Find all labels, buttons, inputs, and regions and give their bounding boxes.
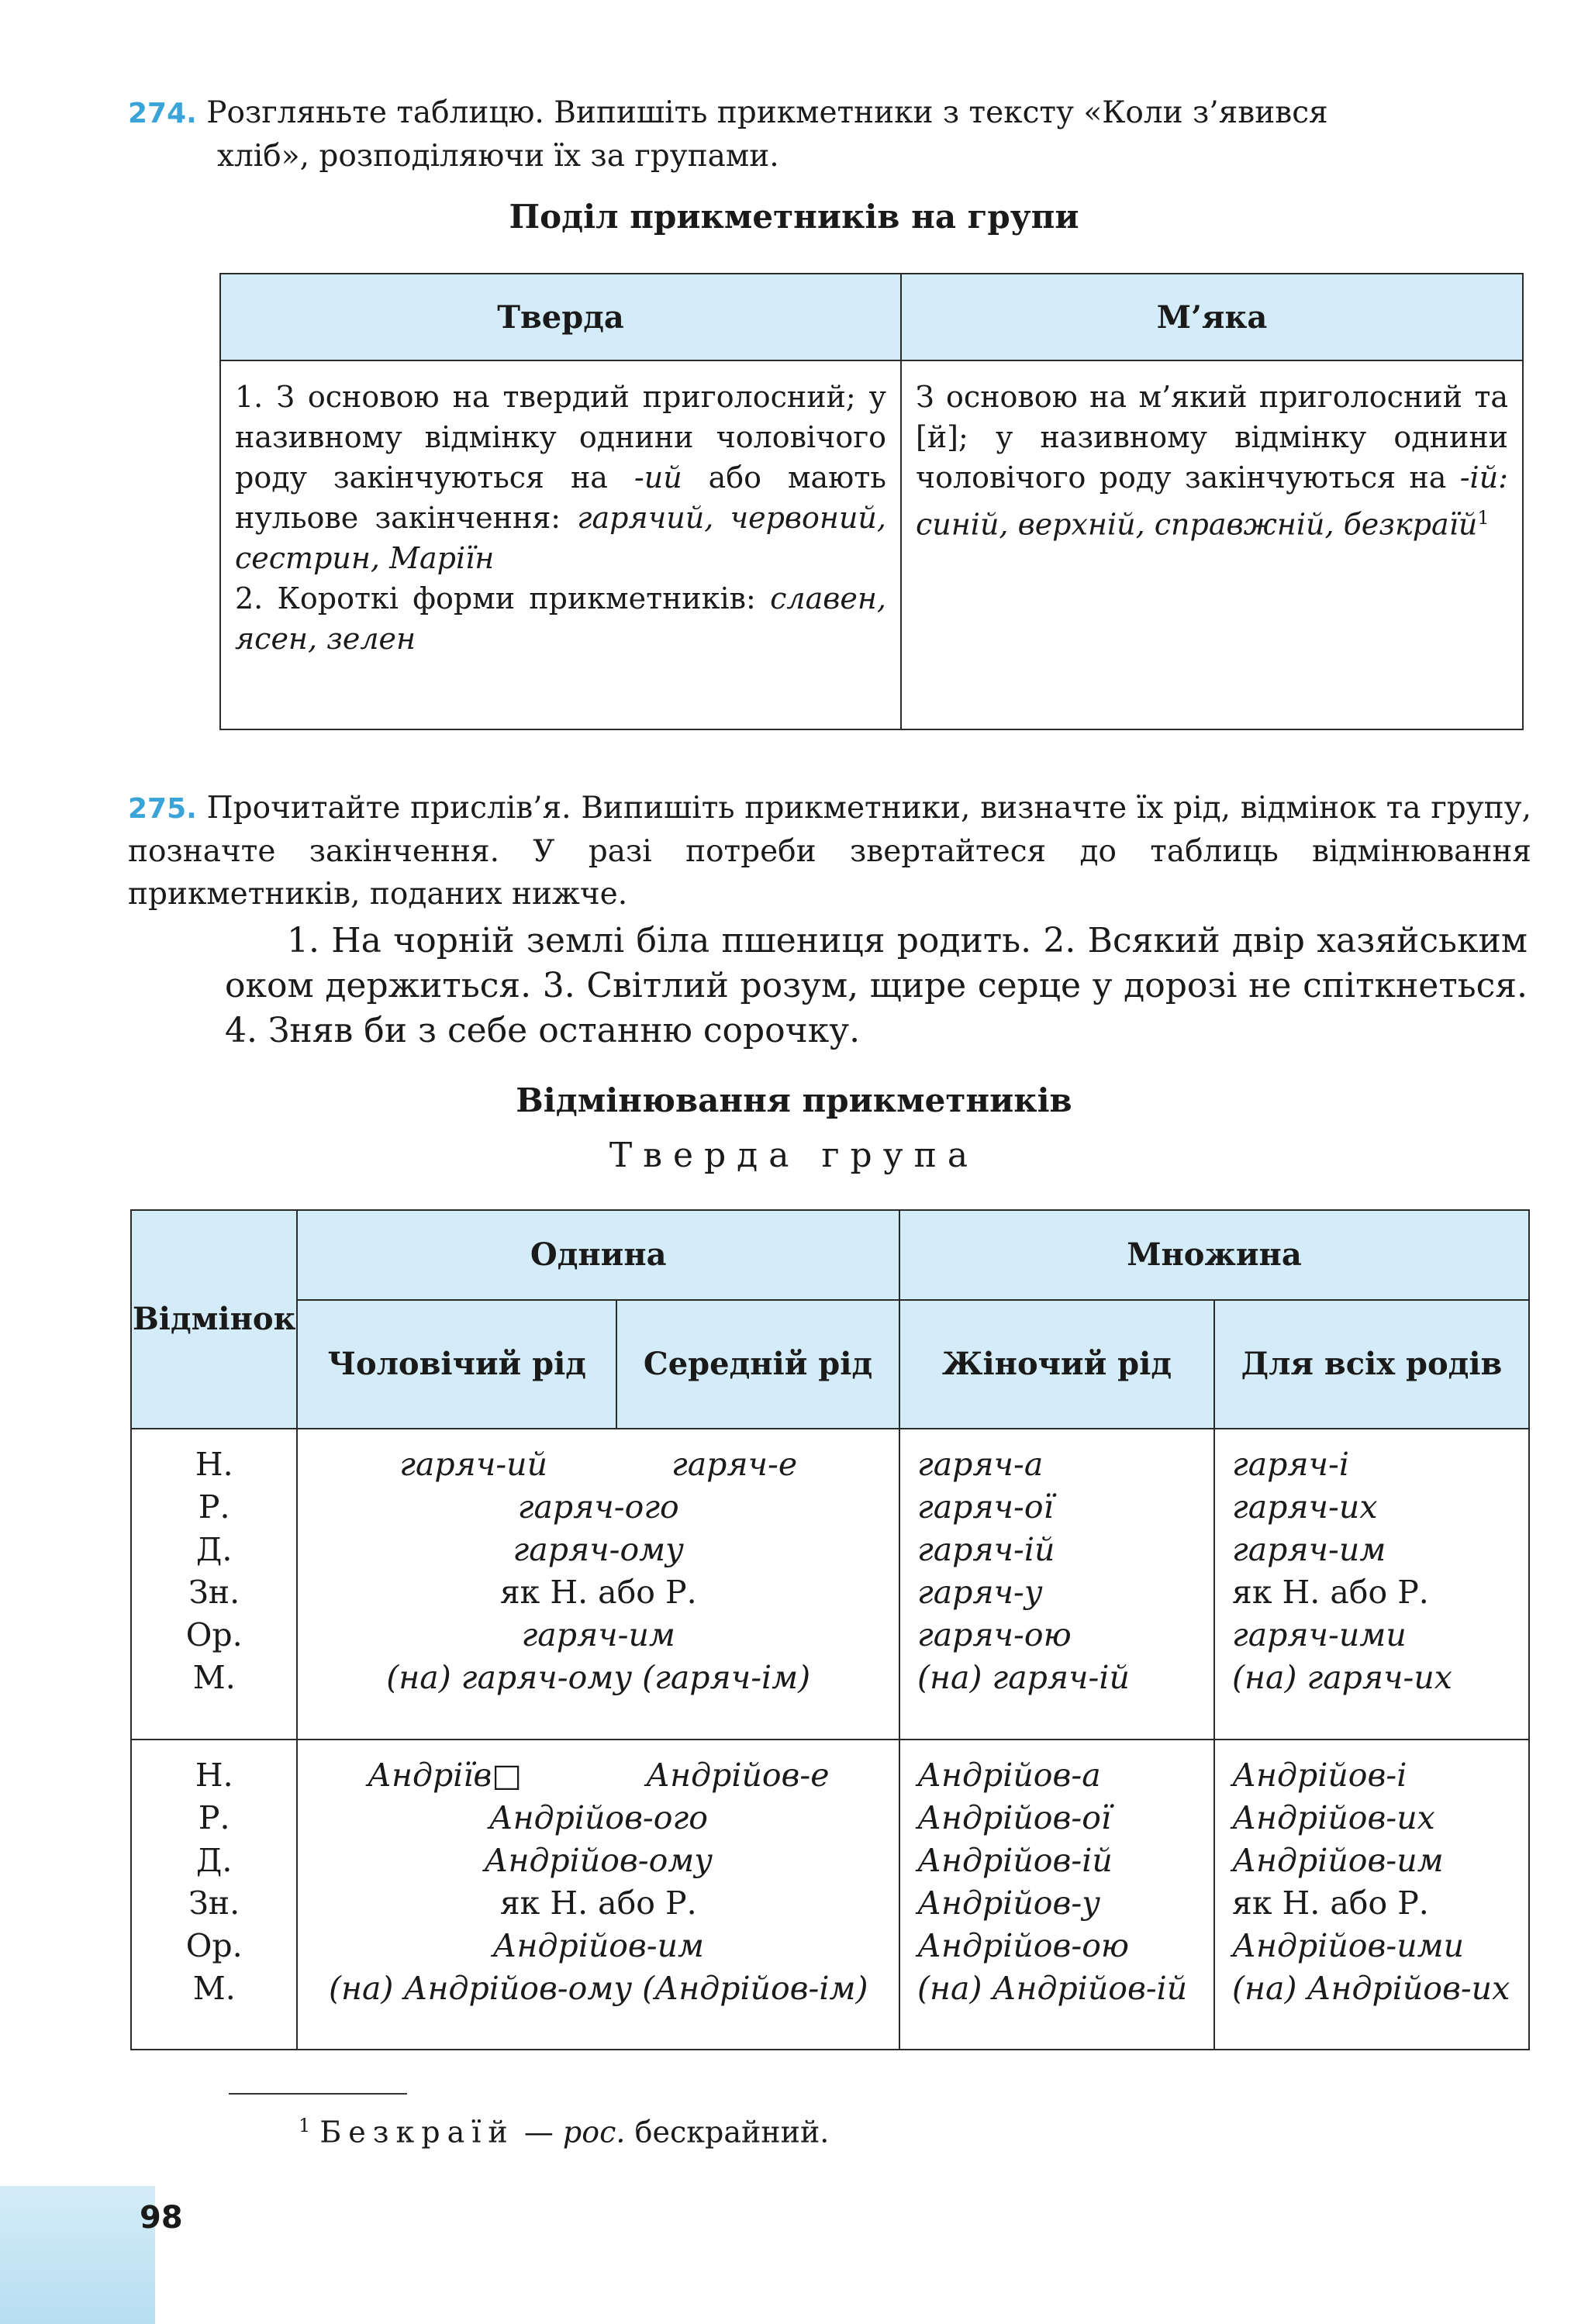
case-header: Відмінок xyxy=(131,1210,297,1429)
case-ins: Ор. xyxy=(185,1616,243,1653)
case-list xyxy=(131,1740,297,2050)
soft-group-cell xyxy=(901,360,1523,729)
form: Андрійов-ій xyxy=(917,1841,1113,1879)
form: як Н. або Р. xyxy=(499,1574,697,1611)
form: (на) Андрійов-их xyxy=(1232,1969,1510,2007)
footnote-translation: бескрайний. xyxy=(634,2115,830,2150)
feminine-forms xyxy=(899,1740,1214,2050)
exercise-text: Прочитайте прислів’я. Випишіть прикметники, визначте їх рід, відмінок та групу, позначте закінчення. У разі потреби звертайтеся до таблиць відмінювання прикметників, поданих нижче. xyxy=(128,791,1532,912)
form: гаряч-е xyxy=(671,1446,798,1483)
form: гаряч-ий xyxy=(399,1446,547,1483)
form: (на) Андрійов-ому (Андрійов-ім) xyxy=(328,1969,868,2007)
exercise-text-line2: хліб», розподіляючи їх за групами. xyxy=(217,139,779,174)
form: гаряч-ої xyxy=(917,1488,1054,1526)
short-form-examples: славен, ясен, зелен xyxy=(235,581,886,656)
table-row xyxy=(131,1429,1529,1740)
form: гаряч-ою xyxy=(917,1616,1072,1653)
case-acc: Зн. xyxy=(188,1884,240,1922)
footnote-mark: 1 xyxy=(1477,507,1490,529)
plural-forms xyxy=(1214,1740,1529,2050)
form: гаряч-их xyxy=(1232,1488,1378,1526)
declension-title: Відмінювання прикметників xyxy=(516,1081,1072,1119)
case-gen: Р. xyxy=(198,1488,230,1526)
form: Андрійов-ого xyxy=(488,1798,708,1836)
soft-group-header: М’яка xyxy=(901,274,1523,360)
proverbs-text: 1. На чорній землі біла пшениця родить. 2. Всякий двір хазяйським оком держиться. 3. Світлий розум, щире серце у дорозі не спіткнеться. 4. Зняв би з себе останню сорочку. xyxy=(225,921,1528,1050)
case-dat: Д. xyxy=(196,1531,233,1568)
hard-group-cell xyxy=(220,360,901,729)
soft-ending: -ій: xyxy=(1459,460,1508,495)
hard-rule-1-tail: або мають нульове закінчення: xyxy=(235,460,886,535)
form: Андрійов-е xyxy=(646,1756,830,1794)
form: Андрійов-ими xyxy=(1232,1926,1465,1964)
form: гаряч-а xyxy=(917,1446,1044,1483)
form: (на) Андрійов-ій xyxy=(917,1969,1188,2007)
case-acc: Зн. xyxy=(188,1574,240,1611)
form: як Н. або Р. xyxy=(1232,1884,1429,1922)
form: Андріїв□ xyxy=(367,1756,523,1794)
page-corner-bar xyxy=(0,2186,155,2324)
form: Андрійов-им xyxy=(1232,1841,1444,1879)
form: Андрійов-ому xyxy=(484,1841,713,1879)
footnote-mark: 1 xyxy=(299,2115,311,2136)
adjective-groups-table xyxy=(219,273,1524,730)
form: (на) гаряч-ому (гаряч-ім) xyxy=(386,1659,811,1696)
form: як Н. або Р. xyxy=(1232,1574,1429,1611)
form: гаряч-і xyxy=(1232,1446,1350,1483)
form: гаряч-им xyxy=(1232,1531,1386,1568)
all-genders-header: Для всіх родів xyxy=(1214,1300,1529,1429)
masculine-header: Чоловічий рід xyxy=(297,1300,616,1429)
declension-subtitle: Тверда група xyxy=(609,1136,979,1175)
case-nom: Н. xyxy=(195,1756,233,1794)
hard-rule-2: 2. Короткі форми прикметників: xyxy=(235,581,756,615)
form: гаряч-ого xyxy=(517,1488,679,1526)
form: гаряч-ими xyxy=(1232,1616,1407,1653)
exercise-number: 275. xyxy=(128,793,197,825)
form: гаряч-у xyxy=(917,1574,1043,1611)
singular-header: Однина xyxy=(297,1210,899,1300)
form: Андрійов-у xyxy=(917,1884,1100,1922)
form: Андрійов-ою xyxy=(917,1926,1129,1964)
hard-rule-1: 1. З основою на твердий приголосний; у називному відмінку однини чоловічого роду закінчуються на xyxy=(235,380,886,495)
exercise-text-line1: Розгляньте таблицю. Випишіть прикметники з тексту «Коли з’явився xyxy=(206,95,1328,130)
footnote-divider xyxy=(229,2093,407,2095)
hard-ending: -ий xyxy=(633,460,682,495)
exercise-274 xyxy=(128,91,1524,178)
form: гаряч-ій xyxy=(917,1531,1055,1568)
feminine-forms xyxy=(899,1429,1214,1740)
neuter-header: Середній рід xyxy=(616,1300,899,1429)
case-loc: М. xyxy=(192,1969,236,2007)
soft-rule: З основою на м’який приголосний та [й]; у називному відмінку однини чоловічого роду закінчуються на xyxy=(916,380,1508,495)
page-number: 98 xyxy=(140,2200,183,2236)
form: гаряч-ому xyxy=(513,1531,684,1568)
form: Андрійов-ої xyxy=(917,1798,1112,1836)
table-row xyxy=(131,1740,1529,2050)
split-table-title: Поділ прикметників на групи xyxy=(509,198,1079,236)
footnote-lang: рос. xyxy=(562,2115,626,2150)
footnote-word: Безкраїй xyxy=(319,2115,515,2150)
form: Андрійов-их xyxy=(1232,1798,1435,1836)
soft-examples: синій, верхній, справжній, безкраїй xyxy=(916,507,1478,542)
case-gen: Р. xyxy=(198,1798,230,1836)
form: як Н. або Р. xyxy=(499,1884,697,1922)
form: Андрійов-им xyxy=(492,1926,705,1964)
form: Андрійов-і xyxy=(1232,1756,1407,1794)
case-nom: Н. xyxy=(195,1446,233,1483)
feminine-header: Жіночий рід xyxy=(899,1300,1214,1429)
case-loc: М. xyxy=(192,1659,236,1696)
case-list xyxy=(131,1429,297,1740)
hard-group-header: Тверда xyxy=(220,274,901,360)
plural-header: Множина xyxy=(899,1210,1529,1300)
case-dat: Д. xyxy=(196,1841,233,1879)
singular-forms xyxy=(297,1429,899,1740)
form: (на) гаряч-ій xyxy=(917,1659,1130,1696)
plural-forms xyxy=(1214,1429,1529,1740)
hard-examples: гарячий, червоний, сестрин, Маріїн xyxy=(235,501,886,575)
declension-table xyxy=(130,1209,1530,2050)
form: (на) гаряч-их xyxy=(1232,1659,1452,1696)
footnote-dash: — xyxy=(523,2115,554,2150)
singular-forms xyxy=(297,1740,899,2050)
case-ins: Ор. xyxy=(185,1926,243,1964)
form: Андрійов-а xyxy=(917,1756,1101,1794)
form: гаряч-им xyxy=(521,1616,675,1653)
footnote xyxy=(299,2115,829,2150)
exercise-275 xyxy=(128,787,1531,915)
exercise-number: 274. xyxy=(128,98,197,129)
